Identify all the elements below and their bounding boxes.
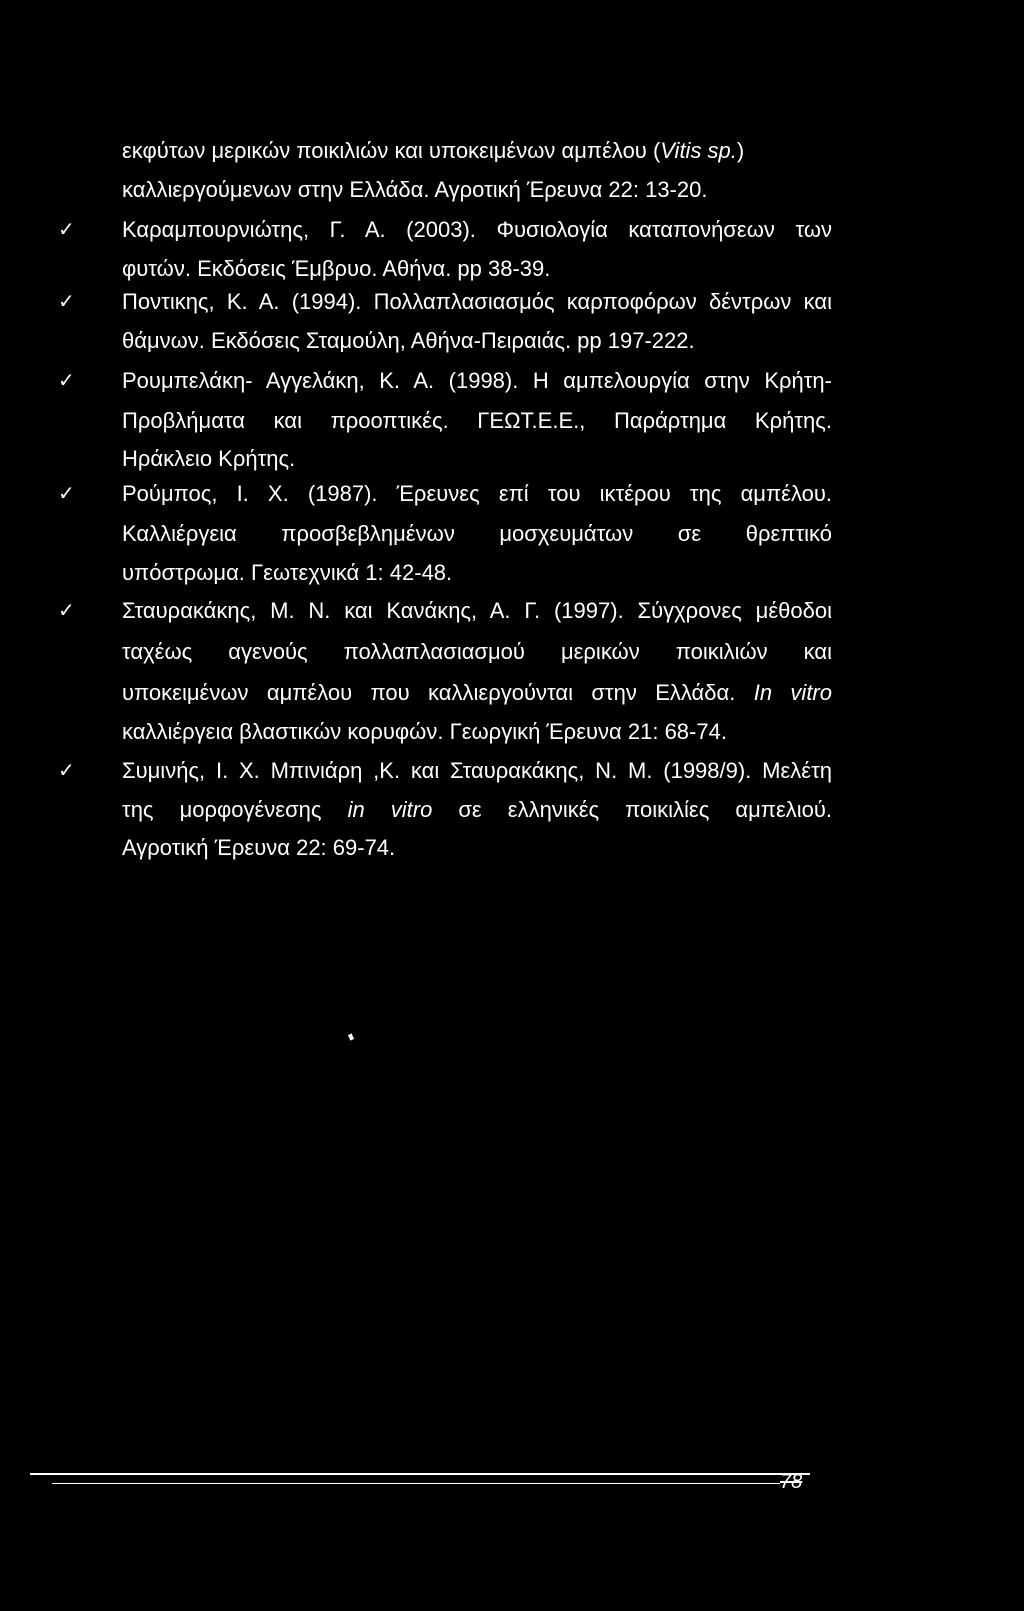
reference-line: θάμνων. Εκδόσεις Σταμούλη, Αθήνα-Πειραιάς. pp 197-222.	[122, 328, 695, 353]
reference-line: Ρουμπελάκη- Αγγελάκη, Κ. Α. (1998). Η αμπελουργία στην Κρήτη-	[122, 368, 832, 393]
footer-rule	[30, 1473, 810, 1475]
italic-term: in vitro	[347, 797, 433, 822]
checkmark-icon: ✓	[58, 600, 75, 622]
checkmark-icon: ✓	[58, 291, 75, 313]
reference-line: Προβλήματα και προοπτικές. ΓΕΩΤ.Ε.Ε., Παράρτημα Κρήτης.	[122, 408, 832, 433]
checkmark-icon: ✓	[58, 483, 75, 505]
reference-line: της μορφογένεσης in vitro σε ελληνικές ποικιλίες αμπελιού.	[122, 797, 833, 822]
reference-line: καλλιέργεια βλαστικών κορυφών. Γεωργική Έρευνα 21: 68-74.	[122, 719, 727, 744]
reference-line: Ηράκλειο Κρήτης.	[122, 446, 296, 471]
footer-rule-thin	[52, 1483, 780, 1484]
reference-line: υπόστρωμα. Γεωτεχνικά 1: 42-48.	[122, 560, 453, 585]
reference-line: εκφύτων μερικών ποικιλιών και υποκειμένων αμπέλου (Vitis sp.)	[122, 138, 745, 163]
reference-line: Συμινής, Ι. Χ. Μπινιάρη ,Κ. και Σταυρακάκης, Ν. Μ. (1998/9). Μελέτη	[122, 758, 832, 783]
reference-line: Ποντικης, Κ. Α. (1994). Πολλαπλασιασμός καρποφόρων δέντρων και	[122, 289, 832, 314]
checkmark-icon: ✓	[58, 370, 75, 392]
reference-line: Ρούμπος, Ι. Χ. (1987). Έρευνες επί του ικτέρου της αμπέλου.	[122, 481, 832, 506]
reference-line: ταχέως αγενούς πολλαπλασιασμού μερικών ποικιλιών και	[122, 639, 832, 664]
reference-line: υποκειμένων αμπέλου που καλλιεργούνται στην Ελλάδα. In vitro	[122, 680, 832, 705]
page-number: 78	[780, 1471, 803, 1493]
italic-term: Vitis sp.	[660, 138, 737, 163]
reference-line: καλλιεργούμενων στην Ελλάδα. Αγροτική Έρευνα 22: 13-20.	[122, 177, 708, 202]
reference-line: Σταυρακάκης, Μ. Ν. και Κανάκης, Α. Γ. (1997). Σύγχρονες μέθοδοι	[122, 598, 832, 623]
checkmark-icon: ✓	[58, 760, 75, 782]
reference-line: Αγροτική Έρευνα 22: 69-74.	[122, 835, 396, 860]
checkmark-icon: ✓	[58, 219, 75, 241]
italic-term: In vitro	[753, 680, 832, 705]
reference-line: φυτών. Εκδόσεις Έμβρυο. Αθήνα. pp 38-39.	[122, 256, 551, 281]
reference-line: Καλλιέργεια προσβεβλημένων μοσχευμάτων σε θρεπτικό	[122, 521, 832, 546]
reference-line: Καραμπουρνιώτης, Γ. Α. (2003). Φυσιολογία καταπονήσεων των	[122, 217, 832, 242]
